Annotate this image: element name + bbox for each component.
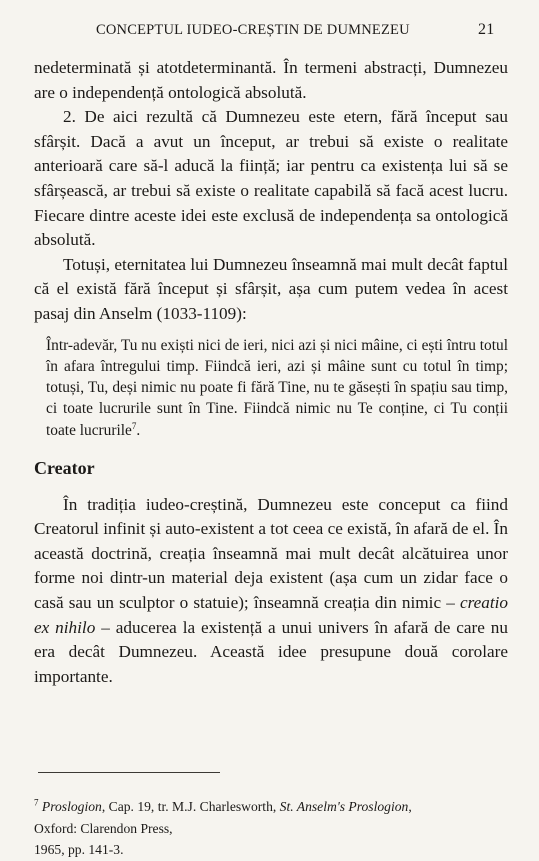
footnote-book-title: St. Anselm's Proslogion xyxy=(279,799,409,814)
running-title: CONCEPTUL IUDEO-CREȘTIN DE DUMNEZEU xyxy=(96,22,410,38)
footnote-details-comma: , xyxy=(408,799,412,814)
creation-text-end: – aducerea la existență a unui univers în afară de care nu era decât Dumnezeu. Această idee presupune două corolare importante. xyxy=(34,617,508,686)
main-text xyxy=(34,56,508,689)
section-heading-creator: Creator xyxy=(34,458,95,479)
footnote-marker: 7 xyxy=(131,420,137,431)
footnote-number: 7 xyxy=(34,797,39,808)
footnote-divider xyxy=(38,772,220,773)
page-number: 21 xyxy=(478,21,495,38)
latin-phrase: creatio ex nihilo xyxy=(34,592,508,637)
paragraph-continuation: nedeterminată și atotdeterminantă. În termeni abstracți, Dumnezeu are o independență ontologică absolută. xyxy=(34,58,508,102)
footnote-year-pages: 1965, pp. 141-3. xyxy=(34,842,124,857)
paragraph-creation xyxy=(34,493,508,690)
footnote xyxy=(34,796,508,861)
footnote-details: , Cap. 19, tr. M.J. Charlesworth, xyxy=(101,799,280,814)
creation-text-start: În tradiția iudeo-creștină, Dumnezeu este conceput ca fiind Creatorul infinit și auto-existent a tot ceea ce există, în afară de el. În această doctrină, creația înseamnă mai mult decât alcătuirea unor forme noi dintr-un material deja existent (așa cum un zidar face o casă sau un sculptor o statuie); înseamnă creația din nimic – xyxy=(34,494,508,612)
footnote-work-title: Proslogion xyxy=(41,799,102,814)
quote-end: . xyxy=(136,421,141,439)
footnote-publisher: Oxford: Clarendon Press, xyxy=(34,820,173,836)
quote-text: Într-adevăr, Tu nu exiști nici de ieri, nici azi și nici mâine, ci ești întru totul în afara întregului timp. Fiindcă ieri, azi și mâine sunt cu totul în timp; totuși, Tu, deși nimic nu poate fi fără Tine, nu te găsești în spațiu sau timp, ci toate lucrurile sunt în Tine. Fiindcă nimic nu Te conține, ci Tu conții toate lucrurile xyxy=(46,336,508,439)
footnote-citation xyxy=(34,796,508,818)
paragraph-anselm-intro: Totuși, eternitatea lui Dumnezeu înseamnă mai mult decât faptul că el există fără început și sfârșit, așa cum putem vedea în acest pasaj din Anselm (1033-1109): xyxy=(34,254,508,323)
paragraph-eternity: 2. De aici rezultă că Dumnezeu este etern, fără început sau sfârșit. Dacă a avut un început, ar trebui să existe o realitate anterioară care să-l aducă la ființă; iar pentru ca existența lui să se sfârșească, ar trebui să existe o realitate capabilă să facă acest lucru. Fiecare dintre aceste idei este exclusă de independența sa ontologică absolută. xyxy=(34,107,508,250)
block-quote-anselm xyxy=(46,335,508,441)
